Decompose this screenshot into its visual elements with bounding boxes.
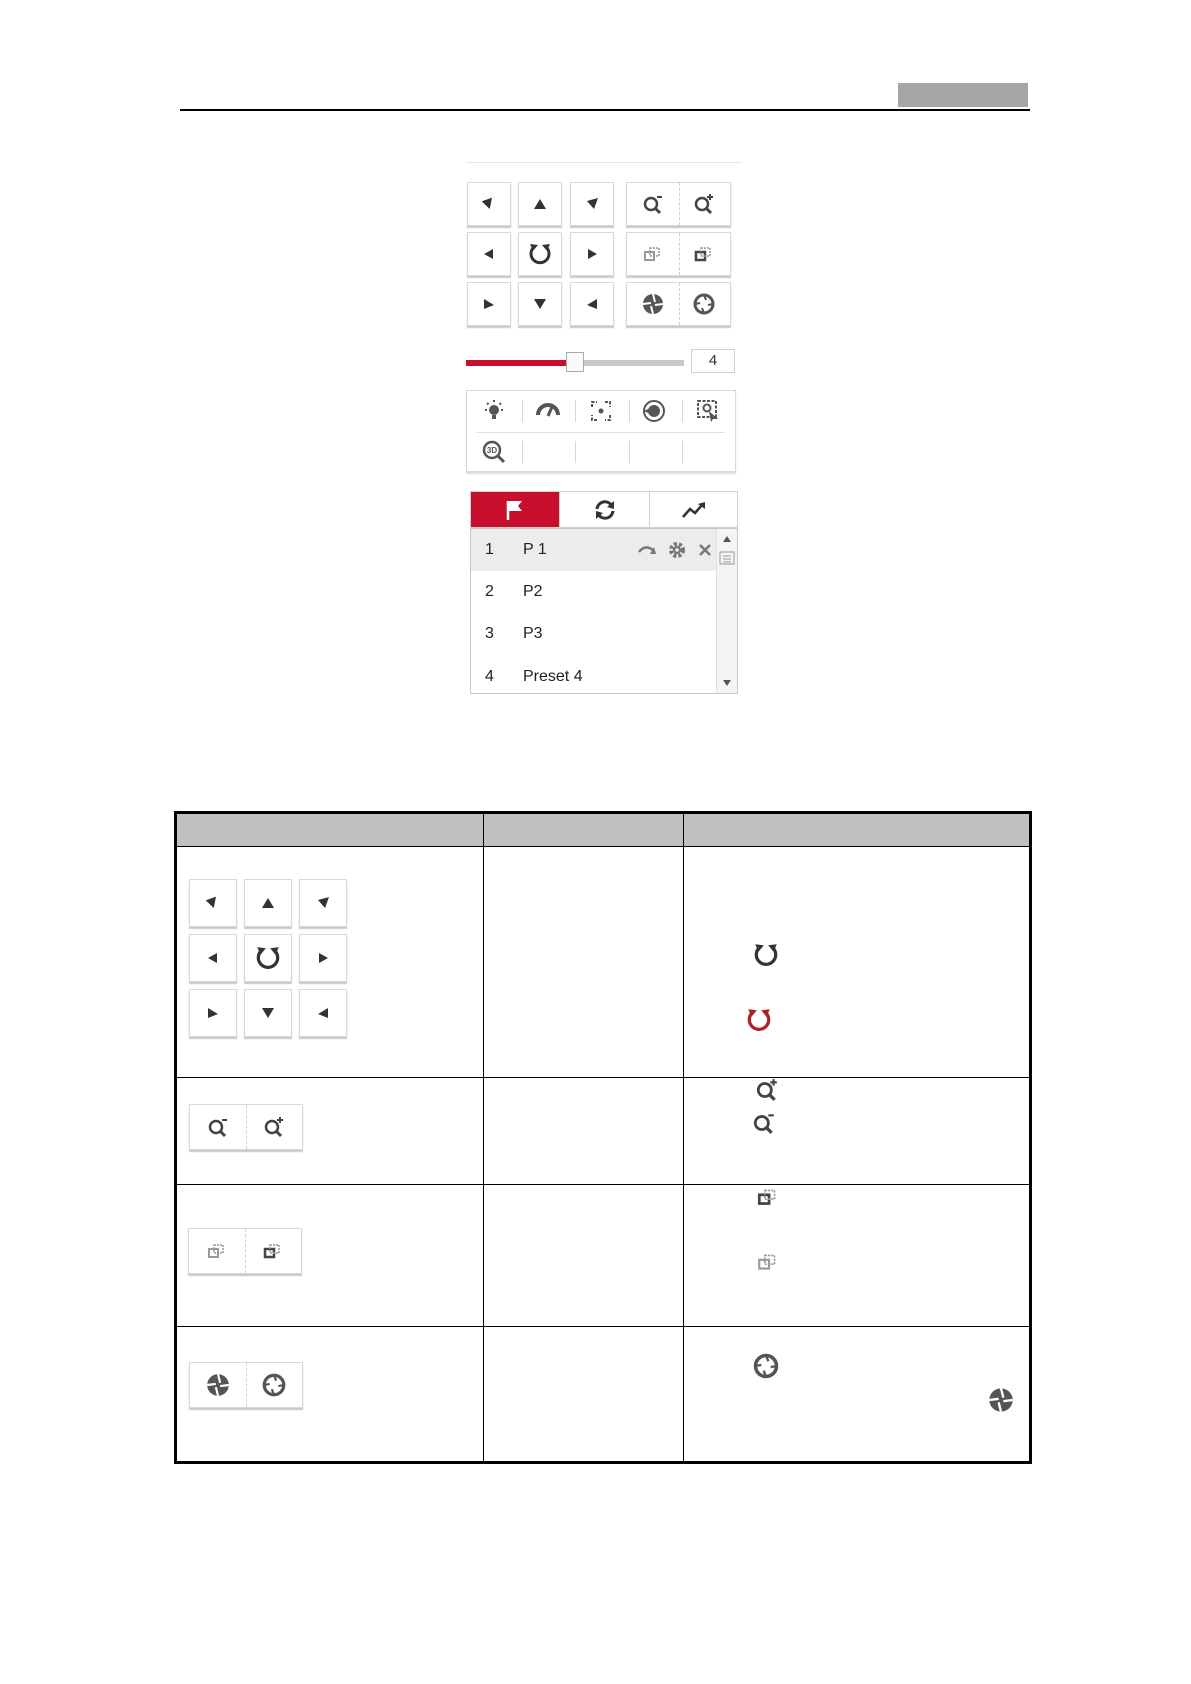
focus-far-icon	[756, 1185, 780, 1209]
table-header	[177, 814, 1029, 847]
one-touch-focus-button[interactable]	[580, 396, 622, 426]
focus-near-button[interactable]	[627, 233, 680, 275]
iris-group	[626, 282, 731, 326]
list-item[interactable]	[471, 656, 717, 694]
auto-pan-icon	[527, 241, 553, 267]
table-focus-near-button	[189, 1229, 246, 1273]
table-down-left-button	[189, 989, 237, 1037]
preset-number: 2	[485, 583, 494, 600]
manual-tracking-button[interactable]	[687, 396, 729, 426]
3d-positioning-button[interactable]	[473, 437, 515, 467]
up-arrow-icon	[261, 896, 275, 910]
preset-name: P2	[523, 583, 543, 600]
preset-number: 4	[485, 668, 494, 685]
list-item[interactable]	[471, 613, 717, 655]
zoom-in-icon	[755, 1078, 779, 1102]
speed-slider-handle[interactable]	[566, 352, 584, 372]
close-icon[interactable]	[697, 542, 713, 558]
row-divider	[177, 1326, 1029, 1327]
zoom-out-icon	[642, 193, 664, 215]
preset-list	[470, 528, 738, 694]
down-right-button[interactable]	[570, 282, 614, 326]
tab-patrol[interactable]	[560, 492, 649, 527]
table-up-right-button	[299, 879, 347, 927]
preset-number: 1	[485, 541, 494, 558]
table-focus-far-button	[245, 1229, 301, 1273]
wiper-button[interactable]	[527, 396, 569, 426]
zoom-in-icon	[693, 193, 715, 215]
left-button[interactable]	[467, 232, 511, 276]
zoom-out-button[interactable]	[627, 183, 680, 225]
lens-initialize-icon	[642, 399, 666, 423]
table-up-left-button	[189, 879, 237, 927]
table-right-button	[299, 934, 347, 982]
column-divider	[483, 814, 484, 1461]
preset-flag-icon	[503, 498, 527, 522]
preset-tabs	[470, 491, 738, 528]
table-auto-pan-button	[244, 934, 292, 982]
iris-open-icon	[641, 292, 665, 316]
focus-far-button[interactable]	[679, 233, 731, 275]
pattern-icon	[681, 500, 707, 520]
separator	[629, 400, 630, 422]
lens-initialize-button[interactable]	[633, 396, 675, 426]
row-divider	[177, 1184, 1029, 1185]
iris-close-button[interactable]	[679, 283, 731, 325]
3d-positioning-icon	[481, 439, 507, 465]
table-iris-open-button	[190, 1363, 247, 1407]
down-left-arrow-icon	[482, 297, 496, 311]
table-down-button	[244, 989, 292, 1037]
up-arrow-icon	[533, 197, 547, 211]
down-button[interactable]	[518, 282, 562, 326]
focus-far-icon	[262, 1240, 284, 1262]
manual-tracking-icon	[696, 399, 720, 423]
zoom-out-icon	[752, 1111, 776, 1135]
focus-near-icon	[206, 1240, 228, 1262]
table-zoom-in-button	[246, 1105, 302, 1149]
list-item[interactable]	[471, 529, 717, 571]
separator	[575, 441, 576, 463]
preset-number: 3	[485, 625, 494, 642]
auto-pan-active-icon	[745, 1006, 773, 1034]
auto-pan-button[interactable]	[518, 232, 562, 276]
preset-name: P3	[523, 625, 543, 642]
up-left-arrow-icon	[206, 896, 220, 910]
preset-name: Preset 4	[523, 668, 583, 685]
auto-pan-icon	[254, 944, 282, 972]
table-up-button	[244, 879, 292, 927]
separator	[575, 400, 576, 422]
table-left-button	[189, 934, 237, 982]
gear-icon[interactable]	[667, 540, 687, 560]
header-rule	[180, 109, 1030, 111]
up-left-arrow-icon	[482, 197, 496, 211]
one-touch-focus-icon	[590, 400, 612, 422]
up-right-button[interactable]	[570, 182, 614, 226]
header-tab-bar	[898, 83, 1028, 107]
up-right-arrow-icon	[316, 896, 330, 910]
down-arrow-icon	[261, 1006, 275, 1020]
iris-open-button[interactable]	[627, 283, 680, 325]
table-focus-group	[188, 1228, 302, 1274]
down-left-arrow-icon	[206, 1006, 220, 1020]
list-scrollbar[interactable]	[716, 529, 737, 693]
right-arrow-icon	[316, 951, 330, 965]
patrol-icon	[592, 497, 618, 523]
up-left-button[interactable]	[467, 182, 511, 226]
down-arrow-icon	[533, 297, 547, 311]
iris-open-icon	[205, 1372, 231, 1398]
iris-open-icon	[987, 1386, 1015, 1414]
speed-slider-fill	[466, 360, 575, 366]
preset-name: P 1	[523, 541, 547, 558]
function-divider	[477, 432, 725, 433]
table-iris-close-button	[246, 1363, 302, 1407]
zoom-in-icon	[263, 1116, 285, 1138]
left-arrow-icon	[206, 951, 220, 965]
speed-value[interactable]: 4	[691, 349, 735, 373]
scroll-up-icon[interactable]	[722, 535, 732, 543]
separator	[522, 400, 523, 422]
tab-preset[interactable]	[471, 492, 559, 527]
table-zoom-group	[189, 1104, 303, 1150]
left-arrow-icon	[482, 247, 496, 261]
right-arrow-icon	[585, 247, 599, 261]
separator	[629, 441, 630, 463]
up-right-arrow-icon	[585, 197, 599, 211]
preset-actions	[637, 540, 713, 560]
up-button[interactable]	[518, 182, 562, 226]
light-icon	[482, 399, 506, 423]
focus-near-icon	[642, 243, 664, 265]
table-zoom-out-button	[190, 1105, 247, 1149]
light-button[interactable]	[473, 396, 515, 426]
focus-group	[626, 232, 731, 276]
svg-text:3D: 3D	[486, 446, 498, 455]
separator	[522, 441, 523, 463]
function-buttons-panel	[466, 390, 736, 472]
down-right-arrow-icon	[316, 1006, 330, 1020]
table-iris-group	[189, 1362, 303, 1408]
tab-pattern[interactable]	[650, 492, 737, 527]
wiper-icon	[535, 399, 561, 423]
call-preset-icon[interactable]	[637, 542, 657, 558]
iris-close-icon	[752, 1352, 780, 1380]
scroll-down-icon[interactable]	[722, 679, 732, 687]
right-button[interactable]	[570, 232, 614, 276]
table-down-right-button	[299, 989, 347, 1037]
zoom-group	[626, 182, 731, 226]
focus-far-icon	[693, 243, 715, 265]
list-item[interactable]	[471, 571, 717, 613]
separator	[682, 441, 683, 463]
zoom-out-icon	[207, 1116, 229, 1138]
row-divider	[177, 1077, 1029, 1078]
auto-pan-icon	[752, 941, 780, 969]
focus-near-icon	[756, 1250, 780, 1274]
column-divider	[683, 814, 684, 1461]
scroll-thumb-grip-icon[interactable]	[719, 551, 735, 565]
down-left-button[interactable]	[467, 282, 511, 326]
separator	[682, 400, 683, 422]
down-right-arrow-icon	[585, 297, 599, 311]
zoom-in-button[interactable]	[679, 183, 731, 225]
panel-top-divider	[466, 162, 742, 163]
iris-close-icon	[261, 1372, 287, 1398]
iris-close-icon	[692, 292, 716, 316]
